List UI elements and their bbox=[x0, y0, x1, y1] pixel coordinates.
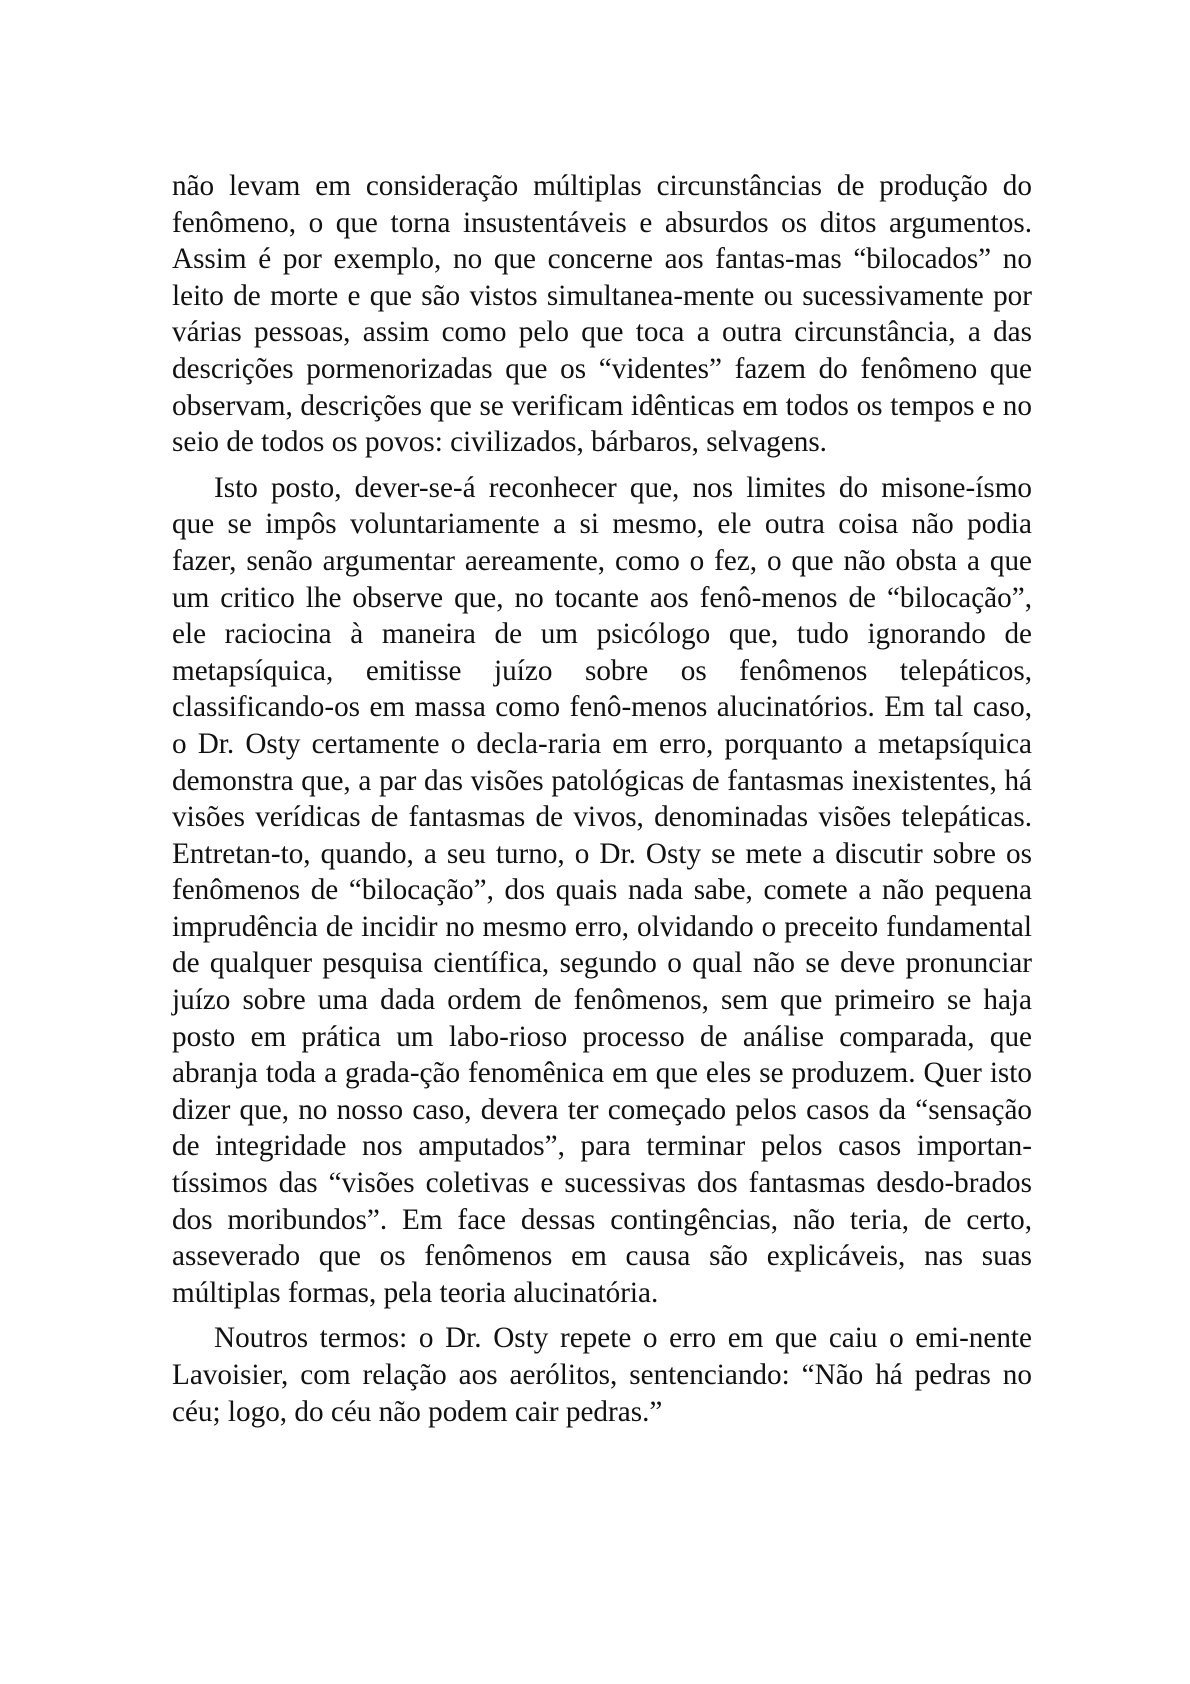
paragraph-2: Isto posto, dever-se-á reconhecer que, nos limites do misone-​ísmo que se impôs voluntariamente a si mesmo, ele outra coisa não podia fazer, senão argumentar aereamente, como o fez, o que não obsta a que um critico lhe observe que, no tocante aos fenô-​menos de “bilocação”, ele raciocina à maneira de um psicólogo que, tudo ignorando de metapsíquica, emitisse juízo sobre os fenômenos telepáticos, classificando-os em massa como fenô-​menos alucinatórios. Em tal caso, o Dr. Osty certamente o decla-​raria em erro, porquanto a metapsíquica demonstra que, a par das visões patológicas de fantasmas inexistentes, há visões verídicas de fantasmas de vivos, denominadas visões telepáticas. Entretan-​to, quando, a seu turno, o Dr. Osty se mete a discutir sobre os fenômenos de “bilocação”, dos quais nada sabe, comete a não pequena imprudência de incidir no mesmo erro, olvidando o preceito fundamental de qualquer pesquisa científica, segundo o qual não se deve pronunciar juízo sobre uma dada ordem de fenômenos, sem que primeiro se haja posto em prática um labo-​rioso processo de análise comparada, que abranja toda a grada-​ção fenomênica em que eles se produzem. Quer isto dizer que, no nosso caso, devera ter começado pelos casos da “sensação de integridade nos amputados”, para terminar pelos casos importan-​tíssimos das “visões coletivas e sucessivas dos fantasmas desdo-​brados dos moribundos”. Em face dessas contingências, não teria, de certo, asseverado que os fenômenos em causa são explicáveis, nas suas múltiplas formas, pela teoria alucinatória. bbox=[172, 471, 1032, 1309]
page-body bbox=[172, 168, 1032, 1430]
paragraph-1: não levam em consideração múltiplas circunstâncias de produção do fenômeno, o que torna insustentáveis e absurdos os ditos argumentos. Assim é por exemplo, no que concerne aos fantas-​mas “bilocados” no leito de morte e que são vistos simultanea-​mente ou sucessivamente por várias pessoas, assim como pelo que toca a outra circunstância, a das descrições pormenorizadas que os “videntes” fazem do fenômeno que observam, descrições que se verificam idênticas em todos os tempos e no seio de todos os povos: civilizados, bárbaros, selvagens. bbox=[172, 170, 1032, 459]
paragraph-3: Noutros termos: o Dr. Osty repete o erro em que caiu o emi-​nente Lavoisier, com relação aos aerólitos, sentenciando: “Não há pedras no céu; logo, do céu não podem cair pedras.” bbox=[172, 1322, 1032, 1428]
